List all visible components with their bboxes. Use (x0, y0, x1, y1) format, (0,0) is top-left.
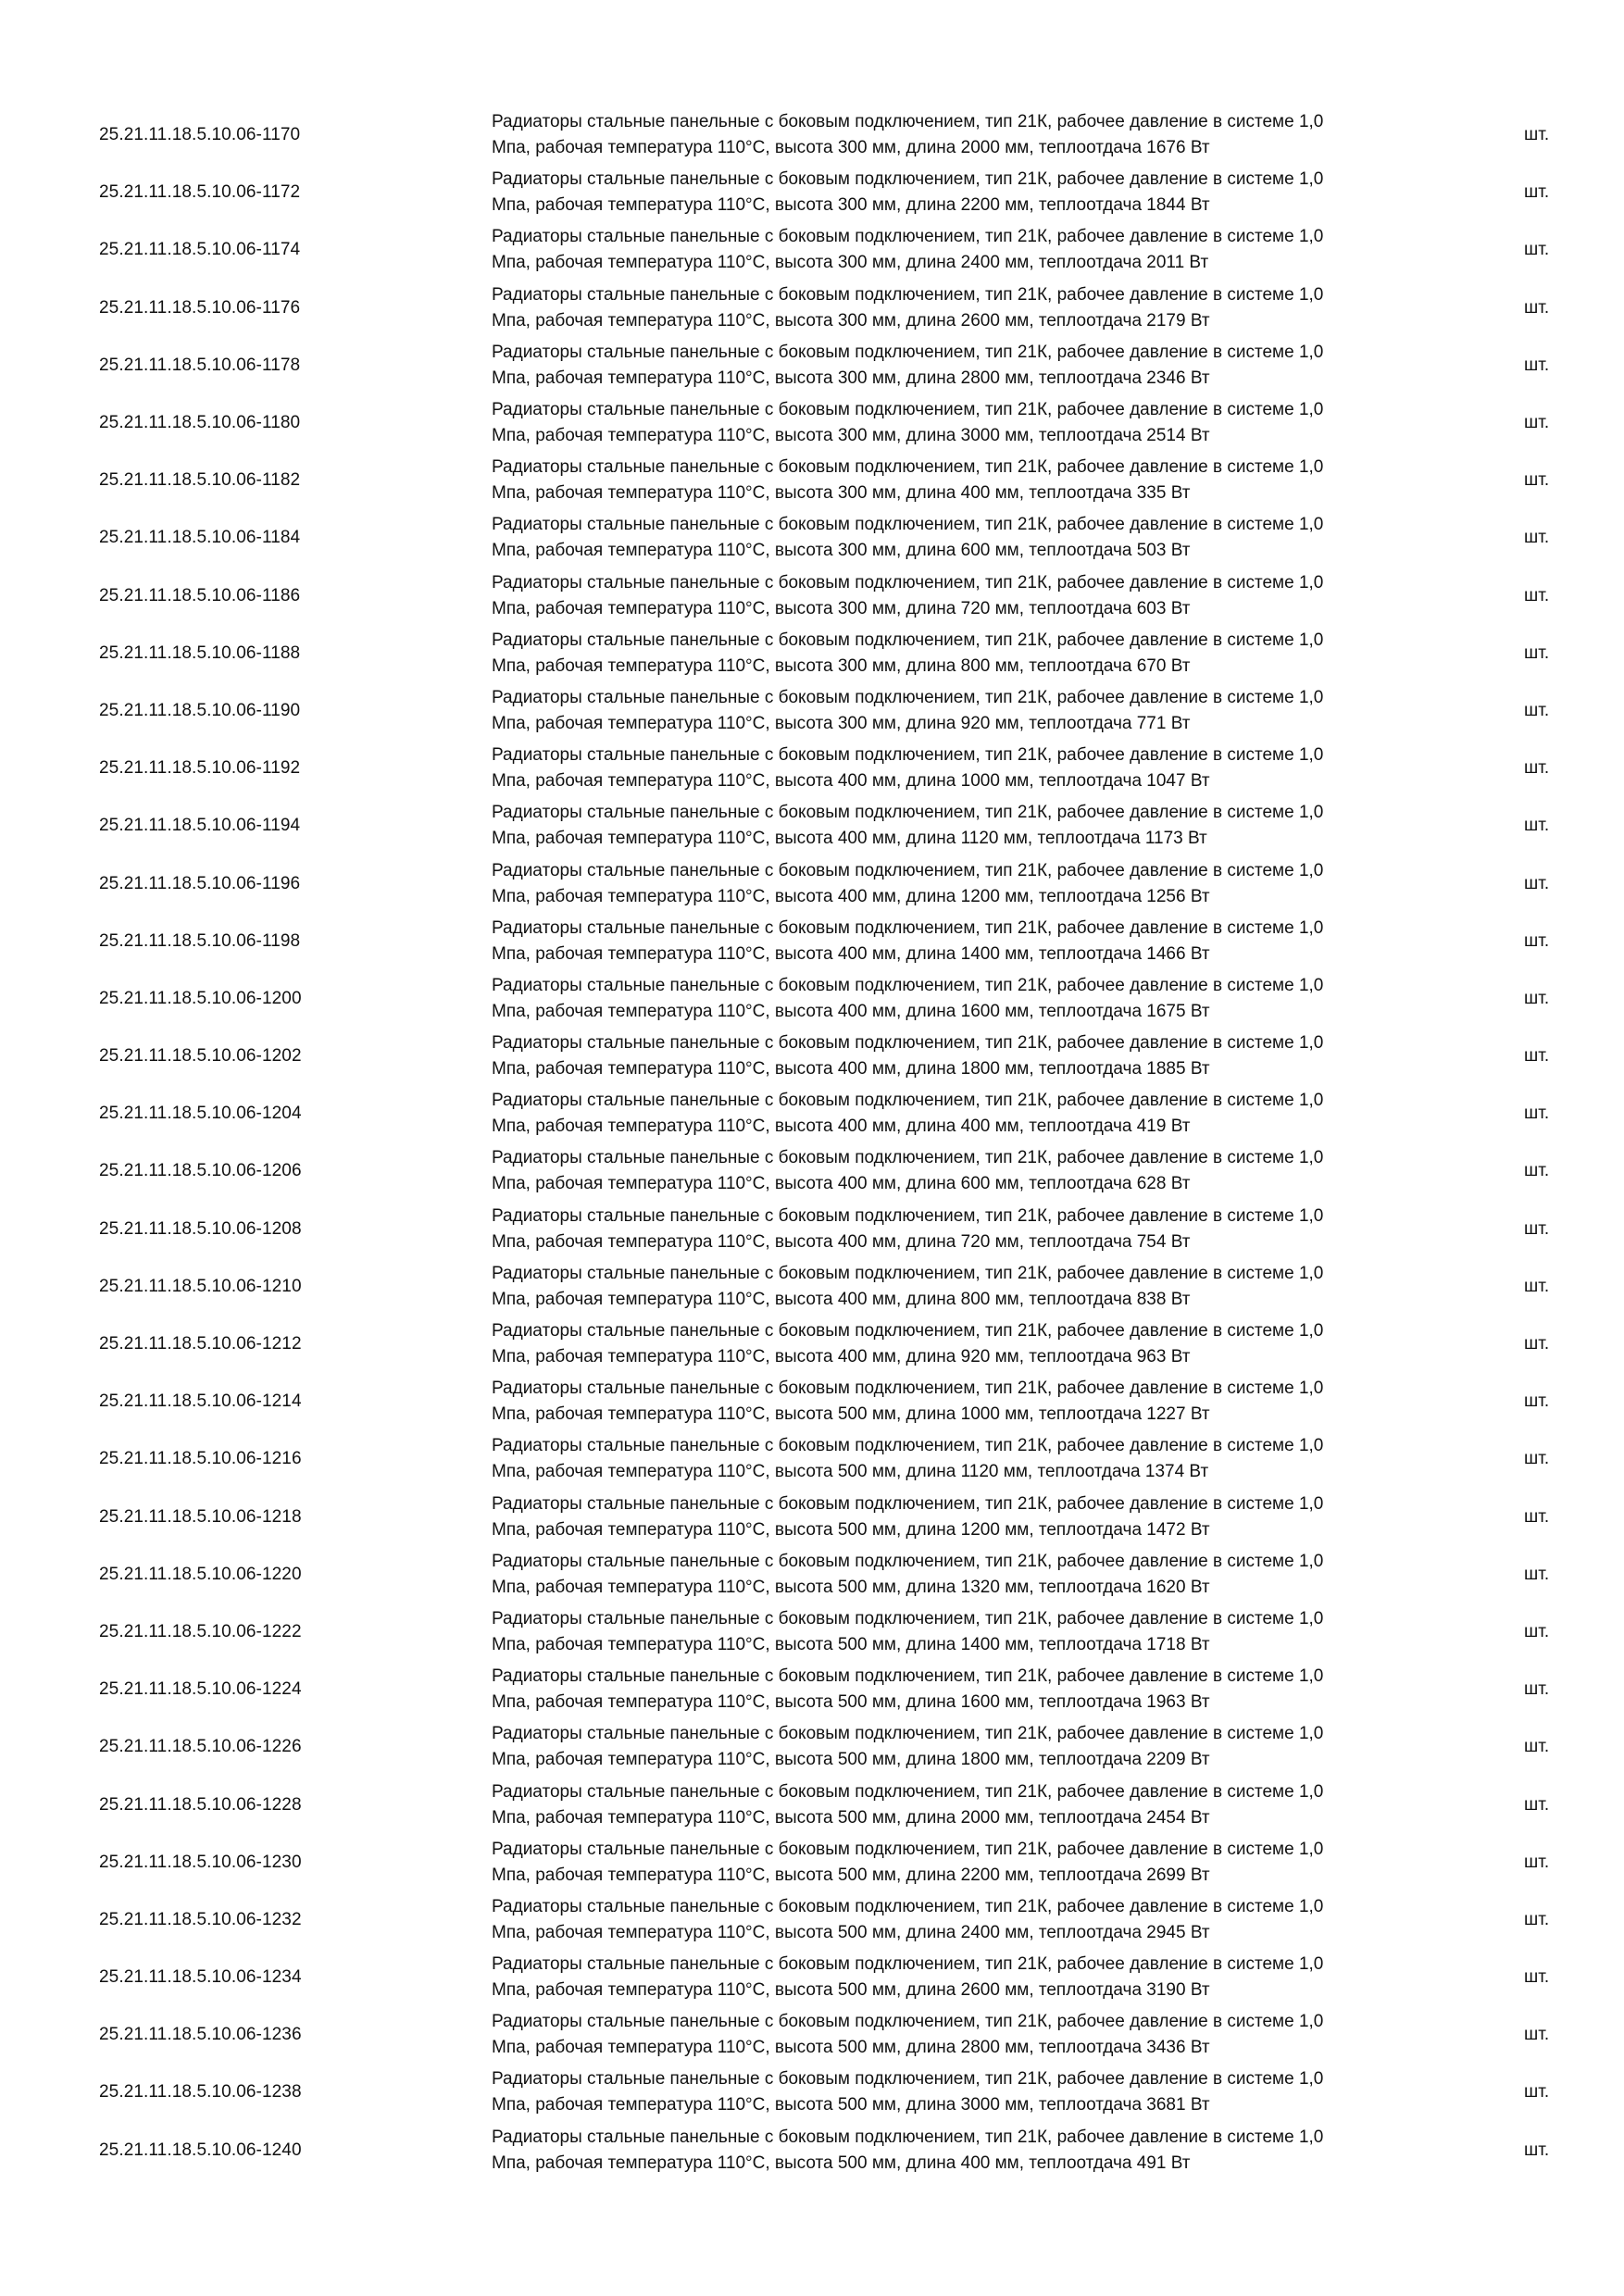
description-line-1: Радиаторы стальные панельные с боковым подключением, тип 21К, рабочее давление в системе 1,0 (492, 1148, 1324, 1168)
resource-code: 25.21.11.18.5.10.06-1184 (99, 528, 301, 548)
description-line-1: Радиаторы стальные панельные с боковым подключением, тип 21К, рабочее давление в системе 1,0 (492, 1608, 1324, 1628)
table-row (0, 740, 1624, 797)
description-line-2: Мпа, рабочая температура 110°С, высота 400 мм, длина 920 мм, теплоотдача 963 Вт (492, 1347, 1191, 1367)
resource-code: 25.21.11.18.5.10.06-1216 (99, 1449, 302, 1469)
description-line-2: Мпа, рабочая температура 110°С, высота 500 мм, длина 2800 мм, теплоотдача 3436 Вт (492, 2038, 1210, 2058)
unit-of-measure: шт. (1524, 1046, 1550, 1067)
description-line-2: Мпа, рабочая температура 110°С, высота 500 мм, длина 1200 мм, теплоотдача 1472 Вт (492, 1519, 1210, 1540)
description-line-2: Мпа, рабочая температура 110°С, высота 500 мм, длина 3000 мм, теплоотдача 3681 Вт (492, 2095, 1210, 2115)
description-line-2: Мпа, рабочая температура 110°С, высота 300 мм, длина 3000 мм, теплоотдача 2514 Вт (492, 426, 1210, 446)
resource-code: 25.21.11.18.5.10.06-1226 (99, 1737, 302, 1757)
resource-description (492, 1258, 1492, 1316)
table-row (0, 221, 1624, 279)
description-line-2: Мпа, рабочая температура 110°С, высота 400 мм, длина 400 мм, теплоотдача 419 Вт (492, 1117, 1191, 1137)
resource-description (492, 280, 1492, 337)
resource-code: 25.21.11.18.5.10.06-1208 (99, 1218, 302, 1239)
resource-code: 25.21.11.18.5.10.06-1180 (99, 413, 301, 433)
table-row (0, 1142, 1624, 1200)
description-line-2: Мпа, рабочая температура 110°С, высота 500 мм, длина 1320 мм, теплоотдача 1620 Вт (492, 1577, 1210, 1597)
resource-code: 25.21.11.18.5.10.06-1174 (99, 240, 301, 260)
resource-code: 25.21.11.18.5.10.06-1234 (99, 1967, 302, 1988)
table-row (0, 1661, 1624, 1718)
unit-of-measure: шт. (1524, 585, 1550, 605)
description-line-1: Радиаторы стальные панельные с боковым подключением, тип 21К, рабочее давление в системе 1,0 (492, 112, 1324, 132)
description-line-1: Радиаторы стальные панельные с боковым подключением, тип 21К, рабочее давление в системе 1,0 (492, 400, 1324, 420)
unit-of-measure: шт. (1524, 1161, 1550, 1181)
resource-description (492, 164, 1492, 221)
table-row (0, 1430, 1624, 1488)
description-line-1: Радиаторы стальные панельные с боковым подключением, тип 21К, рабочее давление в системе 1,0 (492, 1205, 1324, 1226)
unit-of-measure: шт. (1524, 988, 1550, 1008)
description-line-1: Радиаторы стальные панельные с боковым подключением, тип 21К, рабочее давление в системе 1,0 (492, 745, 1324, 766)
resource-description (492, 1718, 1492, 1776)
resource-code: 25.21.11.18.5.10.06-1210 (99, 1276, 302, 1296)
description-line-2: Мпа, рабочая температура 110°С, высота 500 мм, длина 1400 мм, теплоотдача 1718 Вт (492, 1634, 1210, 1654)
unit-of-measure: шт. (1524, 1852, 1550, 1872)
resource-description (492, 1373, 1492, 1430)
table-row (0, 913, 1624, 970)
unit-of-measure: шт. (1524, 1506, 1550, 1527)
table-row (0, 1489, 1624, 1546)
resource-code: 25.21.11.18.5.10.06-1196 (99, 873, 301, 893)
unit-of-measure: шт. (1524, 182, 1550, 203)
description-line-1: Радиаторы стальные панельные с боковым подключением, тип 21К, рабочее давление в системе 1,0 (492, 975, 1324, 995)
resource-description (492, 2122, 1492, 2179)
resource-code: 25.21.11.18.5.10.06-1188 (99, 643, 301, 663)
table-row (0, 2122, 1624, 2179)
table-row (0, 1258, 1624, 1316)
table-row (0, 1949, 1624, 2006)
description-line-1: Радиаторы стальные панельные с боковым подключением, тип 21К, рабочее давление в системе 1,0 (492, 917, 1324, 938)
description-line-2: Мпа, рабочая температура 110°С, высота 300 мм, длина 600 мм, теплоотдача 503 Вт (492, 541, 1191, 561)
description-line-2: Мпа, рабочая температура 110°С, высота 500 мм, длина 1600 мм, теплоотдача 1963 Вт (492, 1692, 1210, 1713)
description-line-1: Радиаторы стальные панельные с боковым подключением, тип 21К, рабочее давление в системе 1,0 (492, 227, 1324, 247)
table-row (0, 2064, 1624, 2121)
resource-description (492, 1661, 1492, 1718)
description-line-2: Мпа, рабочая температура 110°С, высота 300 мм, длина 400 мм, теплоотдача 335 Вт (492, 483, 1191, 504)
table-row (0, 337, 1624, 394)
resource-code: 25.21.11.18.5.10.06-1182 (99, 470, 301, 491)
resource-description (492, 1028, 1492, 1085)
unit-of-measure: шт. (1524, 297, 1550, 318)
description-line-1: Радиаторы стальные панельные с боковым подключением, тип 21К, рабочее давление в системе 1,0 (492, 1379, 1324, 1399)
description-line-2: Мпа, рабочая температура 110°С, высота 400 мм, длина 600 мм, теплоотдача 628 Вт (492, 1174, 1191, 1194)
resource-code: 25.21.11.18.5.10.06-1222 (99, 1621, 302, 1641)
description-line-1: Радиаторы стальные панельные с боковым подключением, тип 21К, рабочее давление в системе 1,0 (492, 687, 1324, 707)
description-line-2: Мпа, рабочая температура 110°С, высота 400 мм, длина 1400 мм, теплоотдача 1466 Вт (492, 943, 1210, 964)
resource-code: 25.21.11.18.5.10.06-1214 (99, 1391, 302, 1412)
description-line-1: Радиаторы стальные панельные с боковым подключением, тип 21К, рабочее давление в системе 1,0 (492, 2127, 1324, 2147)
unit-of-measure: шт. (1524, 1737, 1550, 1757)
table-row (0, 106, 1624, 164)
resource-description (492, 1316, 1492, 1373)
unit-of-measure: шт. (1524, 1564, 1550, 1584)
resource-code: 25.21.11.18.5.10.06-1218 (99, 1506, 302, 1527)
table-row (0, 1718, 1624, 1776)
unit-of-measure: шт. (1524, 528, 1550, 548)
resource-description (492, 1085, 1492, 1142)
resource-description (492, 1891, 1492, 1949)
table-row (0, 1028, 1624, 1085)
resource-description (492, 394, 1492, 452)
unit-of-measure: шт. (1524, 470, 1550, 491)
table-row (0, 970, 1624, 1028)
description-line-2: Мпа, рабочая температура 110°С, высота 500 мм, длина 1800 мм, теплоотдача 2209 Вт (492, 1750, 1210, 1770)
description-line-2: Мпа, рабочая температура 110°С, высота 300 мм, длина 920 мм, теплоотдача 771 Вт (492, 713, 1191, 733)
resource-code: 25.21.11.18.5.10.06-1200 (99, 988, 302, 1008)
description-line-2: Мпа, рабочая температура 110°С, высота 500 мм, длина 400 мм, теплоотдача 491 Вт (492, 2152, 1191, 2173)
table-row (0, 452, 1624, 509)
resource-code: 25.21.11.18.5.10.06-1178 (99, 355, 301, 375)
unit-of-measure: шт. (1524, 1967, 1550, 1988)
table-row (0, 1373, 1624, 1430)
unit-of-measure: шт. (1524, 2082, 1550, 2103)
description-line-1: Радиаторы стальные панельные с боковым подключением, тип 21К, рабочее давление в системе 1,0 (492, 515, 1324, 535)
resource-description (492, 797, 1492, 855)
table-row (0, 855, 1624, 912)
resource-code: 25.21.11.18.5.10.06-1220 (99, 1564, 302, 1584)
unit-of-measure: шт. (1524, 930, 1550, 951)
resource-description (492, 625, 1492, 682)
table-row (0, 568, 1624, 625)
resource-description (492, 1776, 1492, 1833)
resource-description (492, 568, 1492, 625)
resource-code: 25.21.11.18.5.10.06-1190 (99, 700, 301, 720)
description-line-1: Радиаторы стальные панельные с боковым подключением, тип 21К, рабочее давление в системе 1,0 (492, 1551, 1324, 1571)
description-line-2: Мпа, рабочая температура 110°С, высота 500 мм, длина 1000 мм, теплоотдача 1227 Вт (492, 1404, 1210, 1425)
description-line-1: Радиаторы стальные панельные с боковым подключением, тип 21К, рабочее давление в системе 1,0 (492, 1666, 1324, 1687)
resource-code: 25.21.11.18.5.10.06-1240 (99, 2140, 302, 2160)
table-row (0, 682, 1624, 740)
description-line-2: Мпа, рабочая температура 110°С, высота 400 мм, длина 1120 мм, теплоотдача 1173 Вт (492, 829, 1207, 849)
resource-description (492, 337, 1492, 394)
description-line-1: Радиаторы стальные панельные с боковым подключением, тип 21К, рабочее давление в системе 1,0 (492, 1839, 1324, 1859)
resource-description (492, 682, 1492, 740)
resource-code: 25.21.11.18.5.10.06-1186 (99, 585, 301, 605)
resource-description (492, 1201, 1492, 1258)
description-line-2: Мпа, рабочая температура 110°С, высота 500 мм, длина 2200 мм, теплоотдача 2699 Вт (492, 1865, 1210, 1885)
description-line-1: Радиаторы стальные панельные с боковым подключением, тип 21К, рабочее давление в системе 1,0 (492, 860, 1324, 880)
description-line-1: Радиаторы стальные панельные с боковым подключением, тип 21К, рабочее давление в системе 1,0 (492, 1781, 1324, 1802)
description-line-2: Мпа, рабочая температура 110°С, высота 400 мм, длина 1600 мм, теплоотдача 1675 Вт (492, 1001, 1210, 1021)
resource-description (492, 509, 1492, 567)
unit-of-measure: шт. (1524, 125, 1550, 145)
table-row (0, 280, 1624, 337)
unit-of-measure: шт. (1524, 758, 1550, 779)
unit-of-measure: шт. (1524, 2025, 1550, 2045)
description-line-1: Радиаторы стальные панельные с боковым подключением, тип 21К, рабочее давление в системе 1,0 (492, 1954, 1324, 1975)
resource-code: 25.21.11.18.5.10.06-1204 (99, 1104, 302, 1124)
description-line-1: Радиаторы стальные панельные с боковым подключением, тип 21К, рабочее давление в системе 1,0 (492, 2012, 1324, 2032)
resource-description (492, 913, 1492, 970)
resource-description (492, 1430, 1492, 1488)
resource-description (492, 1603, 1492, 1661)
unit-of-measure: шт. (1524, 873, 1550, 893)
description-line-1: Радиаторы стальные панельные с боковым подключением, тип 21К, рабочее давление в системе 1,0 (492, 1033, 1324, 1054)
resource-description (492, 1489, 1492, 1546)
resource-table (0, 106, 1624, 2179)
table-row (0, 164, 1624, 221)
resource-code: 25.21.11.18.5.10.06-1198 (99, 930, 301, 951)
resource-code: 25.21.11.18.5.10.06-1170 (99, 125, 301, 145)
table-row (0, 1891, 1624, 1949)
resource-code: 25.21.11.18.5.10.06-1230 (99, 1852, 302, 1872)
resource-description (492, 740, 1492, 797)
table-row (0, 1603, 1624, 1661)
table-row (0, 797, 1624, 855)
unit-of-measure: шт. (1524, 816, 1550, 836)
description-line-2: Мпа, рабочая температура 110°С, высота 500 мм, длина 2600 мм, теплоотдача 3190 Вт (492, 1980, 1210, 2001)
unit-of-measure: шт. (1524, 413, 1550, 433)
description-line-2: Мпа, рабочая температура 110°С, высота 400 мм, длина 800 мм, теплоотдача 838 Вт (492, 1289, 1191, 1309)
resource-description (492, 1834, 1492, 1891)
resource-description (492, 2064, 1492, 2121)
description-line-1: Радиаторы стальные панельные с боковым подключением, тип 21К, рабочее давление в системе 1,0 (492, 284, 1324, 305)
description-line-1: Радиаторы стальные панельные с боковым подключением, тип 21К, рабочее давление в системе 1,0 (492, 457, 1324, 478)
description-line-1: Радиаторы стальные панельные с боковым подключением, тип 21К, рабочее давление в системе 1,0 (492, 2069, 1324, 2090)
description-line-1: Радиаторы стальные панельные с боковым подключением, тип 21К, рабочее давление в системе 1,0 (492, 1091, 1324, 1111)
table-row (0, 1834, 1624, 1891)
description-line-2: Мпа, рабочая температура 110°С, высота 400 мм, длина 720 мм, теплоотдача 754 Вт (492, 1231, 1191, 1252)
resource-description (492, 221, 1492, 279)
resource-code: 25.21.11.18.5.10.06-1194 (99, 816, 301, 836)
unit-of-measure: шт. (1524, 355, 1550, 375)
description-line-2: Мпа, рабочая температура 110°С, высота 400 мм, длина 1800 мм, теплоотдача 1885 Вт (492, 1059, 1210, 1079)
description-line-2: Мпа, рабочая температура 110°С, высота 500 мм, длина 2000 мм, теплоотдача 2454 Вт (492, 1807, 1210, 1828)
resource-code: 25.21.11.18.5.10.06-1192 (99, 758, 301, 779)
description-line-2: Мпа, рабочая температура 110°С, высота 300 мм, длина 2200 мм, теплоотдача 1844 Вт (492, 195, 1210, 216)
table-row (0, 1085, 1624, 1142)
resource-description (492, 1949, 1492, 2006)
resource-code: 25.21.11.18.5.10.06-1202 (99, 1046, 302, 1067)
unit-of-measure: шт. (1524, 1679, 1550, 1700)
resource-code: 25.21.11.18.5.10.06-1238 (99, 2082, 302, 2103)
description-line-2: Мпа, рабочая температура 110°С, высота 500 мм, длина 2400 мм, теплоотдача 2945 Вт (492, 1922, 1210, 1942)
description-line-1: Радиаторы стальные панельные с боковым подключением, тип 21К, рабочее давление в системе 1,0 (492, 169, 1324, 190)
resource-code: 25.21.11.18.5.10.06-1172 (99, 182, 301, 203)
unit-of-measure: шт. (1524, 2140, 1550, 2160)
description-line-2: Мпа, рабочая температура 110°С, высота 300 мм, длина 2600 мм, теплоотдача 2179 Вт (492, 310, 1210, 331)
description-line-1: Радиаторы стальные панельные с боковым подключением, тип 21К, рабочее давление в системе 1,0 (492, 1724, 1324, 1744)
table-row (0, 1201, 1624, 1258)
description-line-1: Радиаторы стальные панельные с боковым подключением, тип 21К, рабочее давление в системе 1,0 (492, 1493, 1324, 1514)
resource-description (492, 452, 1492, 509)
description-line-2: Мпа, рабочая температура 110°С, высота 300 мм, длина 2400 мм, теплоотдача 2011 Вт (492, 253, 1209, 273)
table-row (0, 1546, 1624, 1603)
unit-of-measure: шт. (1524, 1334, 1550, 1354)
description-line-1: Радиаторы стальные панельные с боковым подключением, тип 21К, рабочее давление в системе 1,0 (492, 1896, 1324, 1916)
resource-description (492, 106, 1492, 164)
resource-description (492, 1546, 1492, 1603)
description-line-1: Радиаторы стальные панельные с боковым подключением, тип 21К, рабочее давление в системе 1,0 (492, 803, 1324, 823)
resource-code: 25.21.11.18.5.10.06-1228 (99, 1794, 302, 1815)
unit-of-measure: шт. (1524, 1794, 1550, 1815)
description-line-2: Мпа, рабочая температура 110°С, высота 500 мм, длина 1120 мм, теплоотдача 1374 Вт (492, 1462, 1209, 1482)
table-row (0, 625, 1624, 682)
description-line-2: Мпа, рабочая температура 110°С, высота 300 мм, длина 2000 мм, теплоотдача 1676 Вт (492, 138, 1210, 158)
description-line-1: Радиаторы стальные панельные с боковым подключением, тип 21К, рабочее давление в системе 1,0 (492, 630, 1324, 650)
unit-of-measure: шт. (1524, 1218, 1550, 1239)
unit-of-measure: шт. (1524, 1276, 1550, 1296)
resource-code: 25.21.11.18.5.10.06-1212 (99, 1334, 302, 1354)
unit-of-measure: шт. (1524, 1621, 1550, 1641)
table-row (0, 1316, 1624, 1373)
description-line-2: Мпа, рабочая температура 110°С, высота 300 мм, длина 2800 мм, теплоотдача 2346 Вт (492, 368, 1210, 388)
description-line-1: Радиаторы стальные панельные с боковым подключением, тип 21К, рабочее давление в системе 1,0 (492, 1436, 1324, 1456)
description-line-1: Радиаторы стальные панельные с боковым подключением, тип 21К, рабочее давление в системе 1,0 (492, 1263, 1324, 1283)
table-row (0, 2006, 1624, 2064)
unit-of-measure: шт. (1524, 1391, 1550, 1412)
resource-code: 25.21.11.18.5.10.06-1206 (99, 1161, 302, 1181)
resource-code: 25.21.11.18.5.10.06-1176 (99, 297, 301, 318)
resource-description (492, 1142, 1492, 1200)
description-line-2: Мпа, рабочая температура 110°С, высота 300 мм, длина 720 мм, теплоотдача 603 Вт (492, 598, 1191, 618)
resource-description (492, 970, 1492, 1028)
table-row (0, 509, 1624, 567)
table-row (0, 394, 1624, 452)
description-line-1: Радиаторы стальные панельные с боковым подключением, тип 21К, рабочее давление в системе 1,0 (492, 572, 1324, 593)
description-line-1: Радиаторы стальные панельные с боковым подключением, тип 21К, рабочее давление в системе 1,0 (492, 1321, 1324, 1341)
unit-of-measure: шт. (1524, 240, 1550, 260)
resource-code: 25.21.11.18.5.10.06-1236 (99, 2025, 302, 2045)
unit-of-measure: шт. (1524, 1909, 1550, 1929)
resource-description (492, 2006, 1492, 2064)
description-line-2: Мпа, рабочая температура 110°С, высота 300 мм, длина 800 мм, теплоотдача 670 Вт (492, 655, 1191, 676)
resource-code: 25.21.11.18.5.10.06-1224 (99, 1679, 302, 1700)
resource-code: 25.21.11.18.5.10.06-1232 (99, 1909, 302, 1929)
unit-of-measure: шт. (1524, 700, 1550, 720)
description-line-2: Мпа, рабочая температура 110°С, высота 400 мм, длина 1000 мм, теплоотдача 1047 Вт (492, 771, 1210, 792)
description-line-1: Радиаторы стальные панельные с боковым подключением, тип 21К, рабочее давление в системе 1,0 (492, 342, 1324, 362)
description-line-2: Мпа, рабочая температура 110°С, высота 400 мм, длина 1200 мм, теплоотдача 1256 Вт (492, 886, 1210, 906)
unit-of-measure: шт. (1524, 1104, 1550, 1124)
resource-description (492, 855, 1492, 912)
unit-of-measure: шт. (1524, 1449, 1550, 1469)
unit-of-measure: шт. (1524, 643, 1550, 663)
table-row (0, 1776, 1624, 1833)
